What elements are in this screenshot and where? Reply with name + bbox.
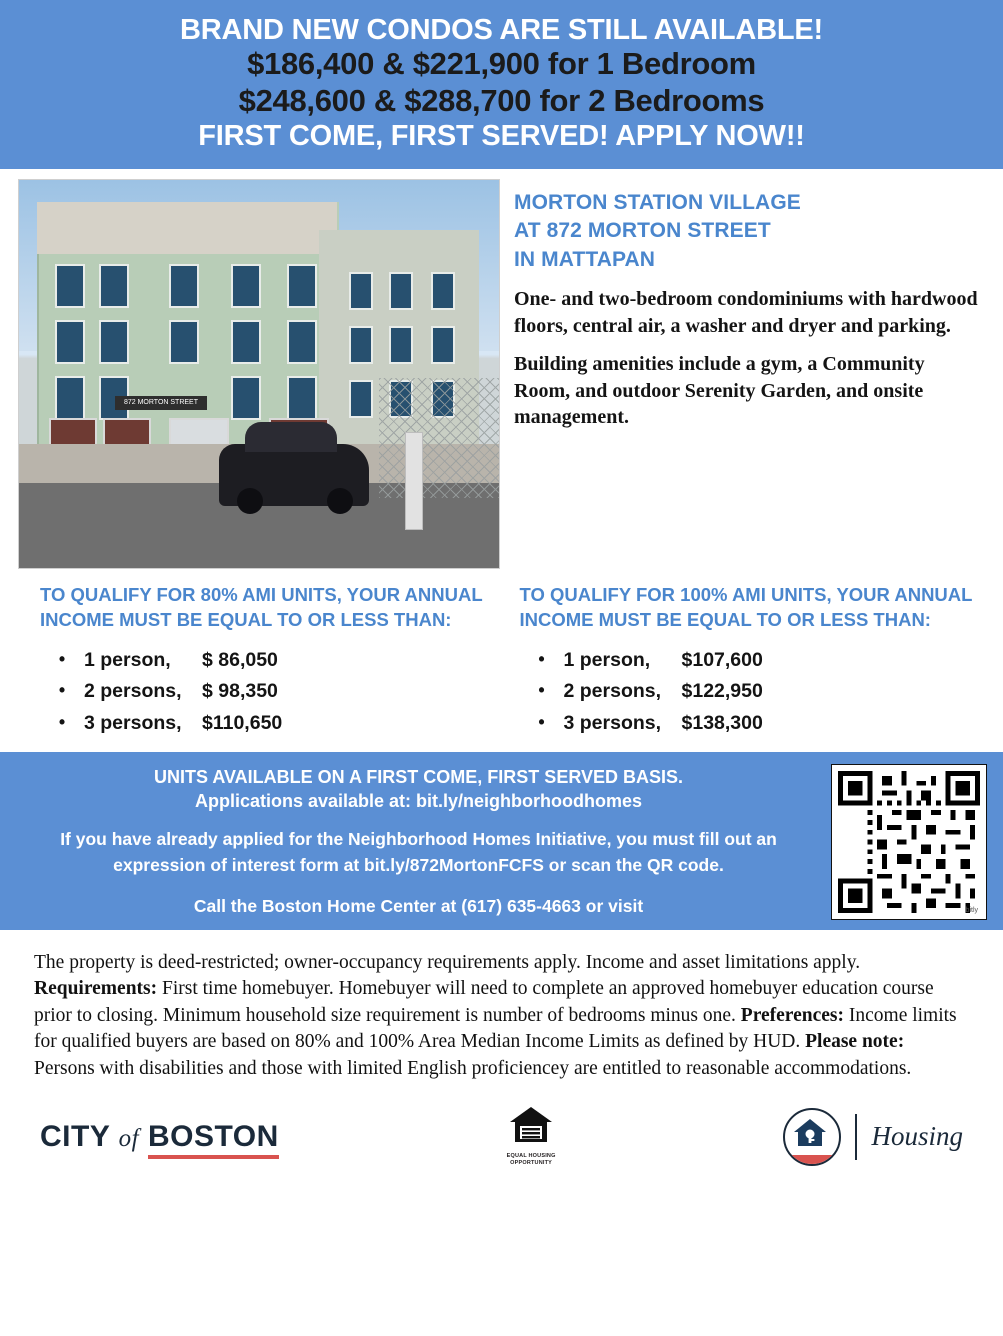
- photo-window: [349, 380, 373, 418]
- header-line-1: BRAND NEW CONDOS ARE STILL AVAILABLE!: [180, 14, 823, 46]
- bullet-icon: •: [538, 680, 545, 701]
- qualify-list-80ami: [40, 645, 506, 740]
- apply-paragraph-3: Call the Boston Home Center at (617) 635-4663 or visit: [193, 896, 644, 917]
- bullet-icon: •: [538, 712, 545, 733]
- qualification-section: [0, 569, 1003, 752]
- income-limit: $ 86,050: [202, 648, 278, 671]
- photo-window: [169, 320, 199, 364]
- apply-line-2[interactable]: Applications available at: bit.ly/neighborhoodhomes: [194, 791, 643, 812]
- equal-housing-caption: [507, 1153, 556, 1167]
- photo-window: [99, 320, 129, 364]
- bullet-icon: •: [58, 712, 66, 733]
- qr-code[interactable]: [831, 764, 987, 920]
- bullet-icon: •: [58, 680, 66, 701]
- qualify-heading-100ami: TO QUALIFY FOR 100% AMI UNITS, YOUR ANNUAL INCOME MUST BE EQUAL TO OR LESS THAN:: [519, 583, 973, 630]
- qualify-row: [520, 676, 986, 708]
- boston-word: BOSTON: [148, 1120, 279, 1159]
- qr-code-caption: bitly: [965, 906, 978, 914]
- photo-window: [349, 326, 373, 364]
- photo-window: [55, 376, 85, 420]
- qualify-row: [40, 676, 506, 708]
- disclaimer-part-1: The property is deed-restricted; owner-occupancy requirements apply. Income and asset limitations apply.: [34, 951, 861, 973]
- household-size: 1 person,: [563, 648, 651, 671]
- photo-window: [231, 376, 261, 420]
- bullet-icon: •: [58, 648, 66, 669]
- photo-fence: [379, 378, 499, 498]
- income-limit: $122,950: [681, 680, 763, 703]
- eho-line-1: EQUAL HOUSING: [506, 1153, 556, 1160]
- income-limit: $138,300: [681, 712, 763, 735]
- header-line-3: $248,600 & $288,700 for 2 Bedrooms: [238, 83, 765, 119]
- disclaimer-part-4: Persons with disabilities and those with limited English proficiencey are entitled to reasonable accommodations.: [34, 1057, 912, 1079]
- photo-window: [287, 320, 317, 364]
- property-description: [514, 179, 985, 569]
- city-of-boston-logo: [40, 1120, 279, 1154]
- photo-window: [431, 326, 455, 364]
- household-size: 3 persons,: [563, 712, 662, 735]
- property-paragraph-1: One- and two-bedroom condominiums with hardwood floors, central air, a washer and dryer and parking.: [514, 288, 978, 337]
- photo-window: [55, 264, 85, 308]
- apply-line-1: UNITS AVAILABLE ON A FIRST COME, FIRST SERVED BASIS.: [153, 766, 684, 787]
- apply-band: [0, 752, 1003, 930]
- qualify-column-100ami: [520, 583, 986, 740]
- photo-window: [99, 264, 129, 308]
- eho-line-2: OPPORTUNITY: [510, 1160, 553, 1167]
- property-title-line-3: IN MATTAPAN: [514, 247, 656, 271]
- photo-window: [287, 264, 317, 308]
- qualify-list-100ami: [520, 645, 986, 740]
- photo-window: [231, 320, 261, 364]
- property-section: [0, 169, 1003, 569]
- household-size: 1 person,: [84, 648, 171, 671]
- housing-mark-accent: [785, 1155, 839, 1164]
- photo-car-wheel: [237, 488, 263, 514]
- qualify-column-80ami: [18, 583, 506, 740]
- household-size: 2 persons,: [84, 680, 182, 703]
- disclaimer-part-3: Income limits for qualified buyers are based on 80% and 100% Area Median Income Limits as defined by HUD.: [34, 1004, 957, 1053]
- housing-mark-icon: [783, 1108, 841, 1166]
- property-title-line-2: AT 872 MORTON STREET: [514, 219, 771, 243]
- header-line-4: FIRST COME, FIRST SERVED! APPLY NOW!!: [198, 119, 805, 152]
- income-limit: $110,650: [202, 712, 283, 735]
- property-title-line-1: MORTON STATION VILLAGE: [514, 190, 801, 214]
- qualify-row: [520, 645, 986, 677]
- housing-wordmark: Housing: [871, 1121, 963, 1152]
- disclaimer-label-requirements: Requirements:: [34, 978, 158, 1000]
- photo-car-wheel: [327, 488, 353, 514]
- photo-window: [169, 264, 199, 308]
- household-size: 2 persons,: [563, 680, 662, 703]
- qualify-row: [40, 708, 506, 740]
- property-title: [514, 189, 985, 274]
- apply-text: [16, 764, 821, 919]
- photo-window: [231, 264, 261, 308]
- photo-window: [389, 326, 413, 364]
- photo-street-sign: 872 MORTON STREET: [115, 396, 207, 410]
- photo-window: [287, 376, 317, 420]
- equal-housing-icon: [508, 1104, 554, 1146]
- photo-building-top: [37, 202, 337, 254]
- qr-code-image: [838, 771, 980, 913]
- logo-divider: [855, 1114, 857, 1160]
- photo-window: [349, 272, 373, 310]
- income-limit: $107,600: [681, 648, 763, 671]
- disclaimer-text: [0, 930, 1003, 1083]
- property-photo: [18, 179, 500, 569]
- equal-housing-opportunity-logo: [279, 1104, 784, 1169]
- photo-window: [389, 272, 413, 310]
- header-banner: [0, 0, 1003, 169]
- income-limit: $ 98,350: [202, 680, 278, 703]
- housing-department-logo: [783, 1108, 963, 1166]
- footer-logos: [0, 1082, 1003, 1169]
- photo-window: [431, 272, 455, 310]
- photo-window: [55, 320, 85, 364]
- bullet-icon: •: [538, 648, 545, 669]
- of-word: of: [118, 1124, 140, 1152]
- qualify-heading-80ami: TO QUALIFY FOR 80% AMI UNITS, YOUR ANNUAL INCOME MUST BE EQUAL TO OR LESS THAN:: [40, 583, 483, 630]
- qualify-row: [520, 708, 986, 740]
- house-key-icon: [785, 1110, 835, 1160]
- photo-pole: [405, 432, 423, 530]
- header-line-2: $186,400 & $221,900 for 1 Bedroom: [247, 46, 756, 82]
- disclaimer-label-preferences: Preferences:: [740, 1004, 844, 1026]
- disclaimer-part-2: First time homebuyer. Homebuyer will need to complete an approved homebuyer education course prior to closing. Minimum household size requirement is number of bedrooms minus one.: [34, 978, 934, 1026]
- property-photo-wrap: [18, 179, 498, 569]
- disclaimer-label-please-note: Please note:: [805, 1031, 905, 1053]
- city-word: CITY: [40, 1119, 110, 1153]
- household-size: 3 persons,: [84, 712, 182, 735]
- property-paragraph-2: Building amenities include a gym, a Community Room, and outdoor Serenity Garden, and onsite management.: [514, 353, 925, 429]
- qualify-row: [40, 645, 506, 677]
- photo-car: [219, 444, 369, 506]
- apply-paragraph-2: If you have already applied for the Neighborhood Homes Initiative, you must fill out an expression of interest form at bit.ly/872MortonFCFS or scan the QR code.: [60, 829, 777, 875]
